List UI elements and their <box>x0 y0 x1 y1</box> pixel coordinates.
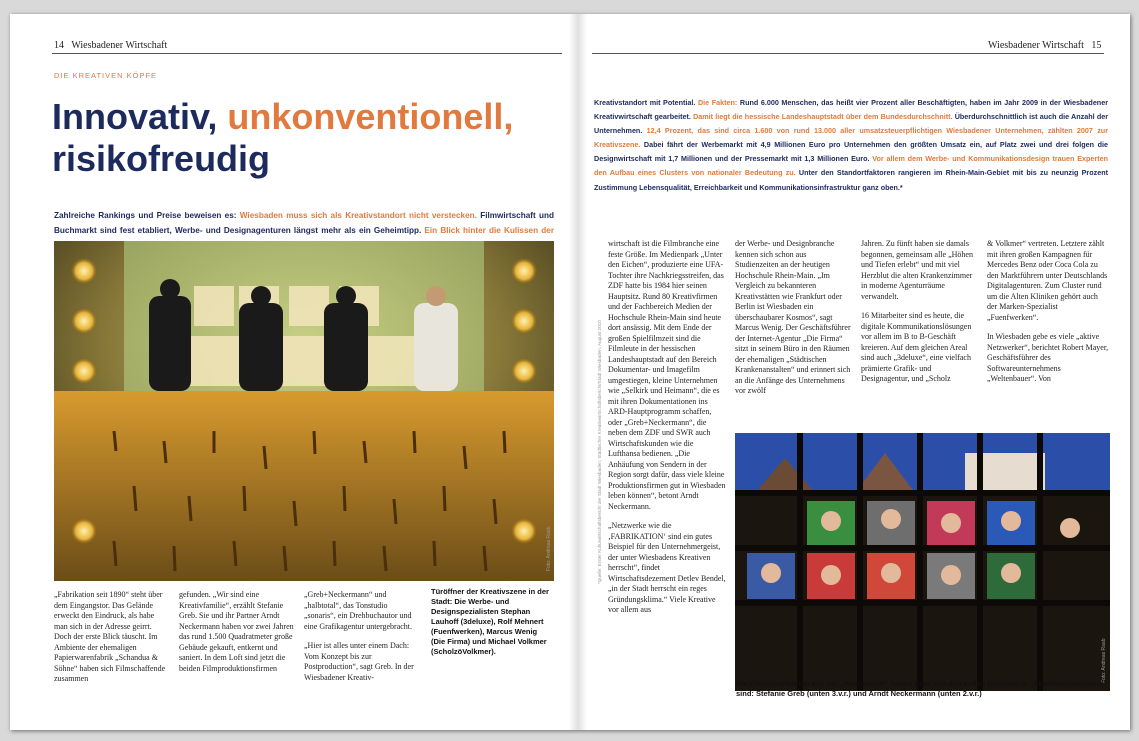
left-col1-text: „Fabrikation seit 1890“ steht über dem Eingangstor. Das Gelände erweckt den Eindruck, als habe man sich in der Adresse geirrt. Doch der erste Blick täuscht. Im Ambiente der ehemaligen Papierwarenfabrik „Schandua & Söhne“ haben sich Filmschaffende zusammen <box>54 590 166 683</box>
photo2-credit: Foto: Andreas Raab <box>1101 638 1107 683</box>
headline <box>52 96 552 180</box>
left-col-2 <box>179 590 294 683</box>
lead-4: Ein Blick hinter die Kulissen der <box>424 225 554 235</box>
right-section-title: Wiesbadener Wirtschaft <box>988 40 1084 51</box>
left-page-number: 14 <box>54 40 64 51</box>
right-col-3 <box>861 239 977 394</box>
photo2-illustration <box>735 433 1110 691</box>
right-col4-p2: In Wiesbaden gebe es viele „aktive Netzwerker“, berichtet Robert Mayer, Geschäftsführer des Softwareunternehmens „Weltenbauer“. Von <box>987 332 1109 383</box>
right-col1-p2: „Netzwerke wie die ‚FABRIKATION‘ sind ein gutes Beispiel für den Unternehmergeist, der unter Wiesbadens Kreativen herrscht“, findet Wirtschaftsdezernent Detlev Bendel, „in der Stadt herrscht ein reges Gründungsklima.“ Viele Kreative vor allem aus <box>608 521 726 614</box>
right-page-header <box>988 40 1101 51</box>
page-gutter <box>569 14 587 730</box>
right-lead-9: Unter den Standortfaktoren rangieren im Rhein-Main-Gebiet mit bis zu neunzig Prozent Zustimmung Lebensqualität, Erreichbarkeit und Kommunikationsinfrastruktur ganz oben.* <box>594 168 1108 192</box>
right-col3-p2: 16 Mitarbeiter sind es heute, die digitale Kommunikationslösungen vor allem im B to B-Geschäft kreieren. Auf dem gleichen Areal sind auch „3deluxe“, eine vielfach prämierte Grafik- und Designagentur, und „Scholz <box>861 311 972 383</box>
right-lead-1: Kreativstandort mit Potential. <box>594 98 698 107</box>
headline-part2: unkonventionell, <box>227 96 514 137</box>
left-page-header <box>54 40 167 51</box>
right-lead-5: Überdurchschnittlich ist auch die Anzahl der Unternehmen. <box>594 112 1109 136</box>
right-lead-6: 12,4 Prozent, das sind circa 1.600 von rund 13.000 aller umsatzsteuerpflichtigen Wiesbadener Unternehmen, zählten 2007 zur Kreativszene. <box>594 126 1108 150</box>
right-col-1 <box>608 239 726 625</box>
left-header-rule <box>52 53 562 54</box>
photo2-caption: Die Filmschaffenden aus der „Fabrikation“ haben Elan und den vollen Durchblick. „Fabrikationsbesitzer“ sind: Stefanie Greb (unten 3.v.r.) und Arndt Neckermann (unten 2.v.r.) <box>736 679 1111 698</box>
right-lead-2: Die Fakten: <box>697 98 738 107</box>
kicker: DIE KREATIVEN KÖPFE <box>54 71 158 80</box>
right-lead-7: Dabei fährt der Werbemarkt mit 4,9 Millionen Euro pro Unternehmen den größten Umsatz ein, auf Platz zwei und drei folgen die Designwirtschaft mit 1,7 Millionen und der Pressemarkt mit 1,3 Millionen Euro. <box>594 140 1108 164</box>
right-lead-paragraph <box>594 96 1108 195</box>
left-col-3 <box>304 590 419 692</box>
headline-part1: Innovativ, <box>52 96 218 137</box>
lead-3: Filmwirtschaft und Buchmarkt sind fest etabliert, Werbe- und Designagenturen längst mehr als ein Geheimtipp. <box>54 211 554 235</box>
photo1-caption: Türöffner der Kreativszene in der Stadt: Die Werbe- und Designspezialisten Stephan Lauhoff (3deluxe), Rolf Mehnert (Fuenfwerken), Marcus Wenig (Die Firma) und Michael Volkmer (ScholzöVolkmer). <box>431 587 549 656</box>
photo1-illustration <box>54 241 554 581</box>
left-col3-p1: „Greb+Neckermann“ und „halbtotal“, das Tonstudio „sonaris“, ein Drehbuchautor und eine Grafikagentur untergebracht. <box>304 590 413 631</box>
right-col3-p1: Jahren. Zu fünft haben sie damals begonnen, gemeinsam alle „Höhen und Tiefen erlebt“ und mit viel Herzblut die alten Krankenzimmer in moderne Agenturräume verwandelt. <box>861 239 973 301</box>
photo1-credit: Foto: Andreas Raab <box>546 526 552 571</box>
source-note: *Quelle: Erster Kulturwirtschaftsbericht der Stadt Wiesbaden, Städtischer Kreativwirtschaftsbericht/Stadt Wiesbaden, August 2010 <box>597 320 602 584</box>
lead-1: Zahlreiche Rankings und Preise beweisen es: <box>54 211 240 220</box>
right-lead-3: Rund 6.000 Menschen, das heißt vier Prozent aller Beschäftigten, haben im Jahr 2009 in der Wiesbadener Kreativwirtschaft gearbeitet. <box>594 98 1108 122</box>
magazine-spread <box>10 14 1130 730</box>
left-col2-text: gefunden. „Wir sind eine Kreativfamilie“, erzählt Stefanie Greb. Sie und ihr Partner Arndt Neckermann haben vor zwei Jahren das rund 1.500 Quadratmeter große Gebäude gekauft, entkernt und saniert. In dem Loft sind jetzt die beiden Filmproduktionsfirmen <box>179 590 294 673</box>
headline-part3: risikofreudig <box>52 138 271 179</box>
left-col-1 <box>54 590 169 694</box>
right-col2-text: der Werbe- und Designbranche kennen sich schon aus Studienzeiten an der heutigen Hochschule Rhein-Main. „Im Vergleich zu bekannteren Kreativstätten wie Frankfurt oder Berlin ist Wiesbaden ein überschaubarer Kosmos“, sagt Marcus Wenig. Der Geschäftsführer der Internet-Agentur „Die Firma“ sitzt in seinem Büro in den Räumen der ehemaligen „Städtischen Krankenanstalten“ und erinnert sich an die Anfänge des Unternehmens vor zwölf <box>735 239 851 395</box>
left-section-title: Wiesbadener Wirtschaft <box>71 40 168 51</box>
right-header-rule <box>592 53 1104 54</box>
right-col-2 <box>735 239 851 406</box>
right-lead-4: Damit liegt die hessische Landeshauptstadt über dem Bundesdurchschnitt. <box>693 112 953 122</box>
right-col1-p1: wirtschaft ist die Filmbranche eine feste Größe. Im Medienpark „Unter den Eichen“, produzierte eine UFA-Tochter ihre Nachkriegsstreifen, das ZDF hatte bis 1984 hier seinen Hauptsitz. Rund 80 Kreativfirmen und der Fachbereich Medien der Hochschule Rhein-Main sind heute dort ansässig. Mit dem Ende der großen Spielfilmzeit sind die Filmleute in der hessischen Landeshauptstadt auf den Bereich Dokumentar- und Imagefilm umgestiegen, kleine Unternehmen wie „Selkirk und Heimann“, die es mit ihren Dokumentationen ins ARD-Hauptprogramm schaffen, oder „Greb+Neckermann“, die neben dem ZDF und SWR auch Wirtschaftskunden wie die Lufthansa bedienen. „Die Anhäufung von Sendern in der Region sorgt dafür, dass viele kleine Produktionsfirmen gut in Wiesbaden leben können“, betont Arndt Neckermann. <box>608 239 726 511</box>
right-col4-p1: & Volkmer“ vertreten. Letztere zählt mit ihren großen Kampagnen für Mercedes Benz oder Coca Cola zu den Marktführern unter Deutschlands Digitalagenturen. Zum Cluster rund um die Alten Kliniken gehört auch der Marken-Spezialist „Fuenfwerken“. <box>987 239 1108 322</box>
photo-creative-heads <box>54 241 554 581</box>
right-page-number: 15 <box>1091 40 1102 51</box>
right-lead-8: Vor allem dem Werbe- und Kommunikationsdesign trauen Experten den Aufbau eines Clusters von nationaler Bedeutung zu. <box>594 154 1108 178</box>
photo-filmmakers-window <box>735 433 1110 691</box>
right-col-4 <box>987 239 1109 394</box>
lead-2: Wiesbaden muss sich als Kreativstandort nicht verstecken. <box>239 211 477 220</box>
left-col3-p2: „Hier ist alles unter einem Dach: Vom Konzept bis zur Postproduction“, sagt Greb. In der Wiesbadener Kreativ- <box>304 641 414 682</box>
